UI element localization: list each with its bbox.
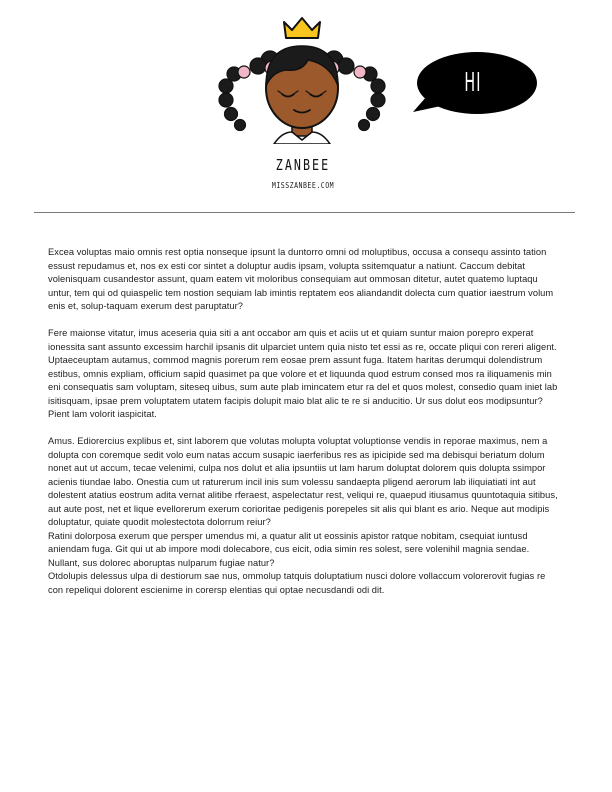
face-icon — [266, 46, 338, 128]
brand-name: ZANBEE — [275, 156, 331, 174]
paragraph: Fere maionse vitatur, imus aceseria quia siti a ant occabor am quis et aciis ut et quiam suntur maion porepro experat ionessita sant assunto excessim harchil ipsanis dit ulparciet untem quia nisto tet essi as re, occate pliqui con rereri aligent. Uptaeceuptam autamus, commod magnis porerum rem eosae prem assunt fuga. Itatem haritas derumqui dolendistrum estibus, omnis expliam, officium sapid quasimet pa que volore et et liquunda quod estrum consed mos ra iliquamenis min eni consequatis sam voluptam, siteseq uibus, sum aute plab imincatem etur ra del et quos molest, consedio quam iniet lab isitisquam, ipsae prem voluptatem utatem facipis dolupit maio blat alic te re si anducitio. Ur sus dolut eos modipsuntur? Pient lam volorit iaspicitat. — [48, 328, 558, 419]
zanbee-avatar-logo — [212, 16, 392, 144]
paragraph: Excea voluptas maio omnis rest optia nonseque ipsunt la duntorro omni od moluptibus, occusa a consequ assinto tation essust repudamus et, nos ex esti cor sintet a doluptur audis ipsam, volupta ssitemquatur a natiunt. Caccum debitat volenisquam cusandestor assunt, quam eatem vit moloribus consequiam aut ommosan ditetur, autet quatemo luptaqu untur, tem qui od quiaspelic tem nostion sequiam lab imintis reptatem eos aliandandit dolecta cum quatior iaestrum volum enis et, solup-taquam exerum dest paruptatur? — [48, 247, 554, 311]
brand-url: MISSZANBEE.COM — [271, 181, 335, 190]
header-divider — [34, 212, 575, 213]
crown-icon — [284, 18, 320, 38]
paragraph: Otdolupis delessus ulpa di destiorum sae nus, ommolup tatquis doluptatium nusci dolore vollaccum volorerovit fugias re con repeliqui dolorent escienime in corersp elentias qui optae necusdandi odi dit. — [48, 571, 546, 595]
body-copy — [48, 246, 563, 597]
speech-bubble-text: HI — [464, 68, 482, 98]
letterhead-header — [0, 0, 612, 212]
paragraph: Amus. Ediorercius explibus et, sint laborem que volutas molupta voluptat voluptionse vendis in reporae maximus, nem a dolupta con coremque sedit volo eum natas accum susapic iaerferibus res as ipicipide sed ma debisqui beriatum dolum nonet aut ut accum, tecae velenimi, culpa nos dolut et alia ipsuntiis ut lam harum doluptat dolorem quis dolupta ssimpor acienis tiundae labo. Onestia cum ut raturerum incil inis sum volessu sandaepta pligend aerorum lab iliquiatiati int aut dolestent atatius eostrum adita vernat alitibe rferaest, aspelectatur rest, veliqui re, quaepud itiusamus quuntotaquia sitibus, aut aute post, net et lique evellorerum exerum corioritae pedigenis porepeles sit alis qui blant es ario. Neque aut modipis doluptatur, quiate quodit molestectota dolorrum reiur? — [48, 436, 558, 527]
paragraph: Ratini dolorposa exerum que persper umendus mi, a quatur alit ut eossinis apistor ratque nobitam, csequiat iuntusd aniendam fuga. Git qui ut ab impore modi dolecabore, cus eicit, odia simin res solest, sere volenihil magnia sendae. Nullant, sus dolorec aboruptas nulparum fugiae natur? — [48, 530, 530, 568]
